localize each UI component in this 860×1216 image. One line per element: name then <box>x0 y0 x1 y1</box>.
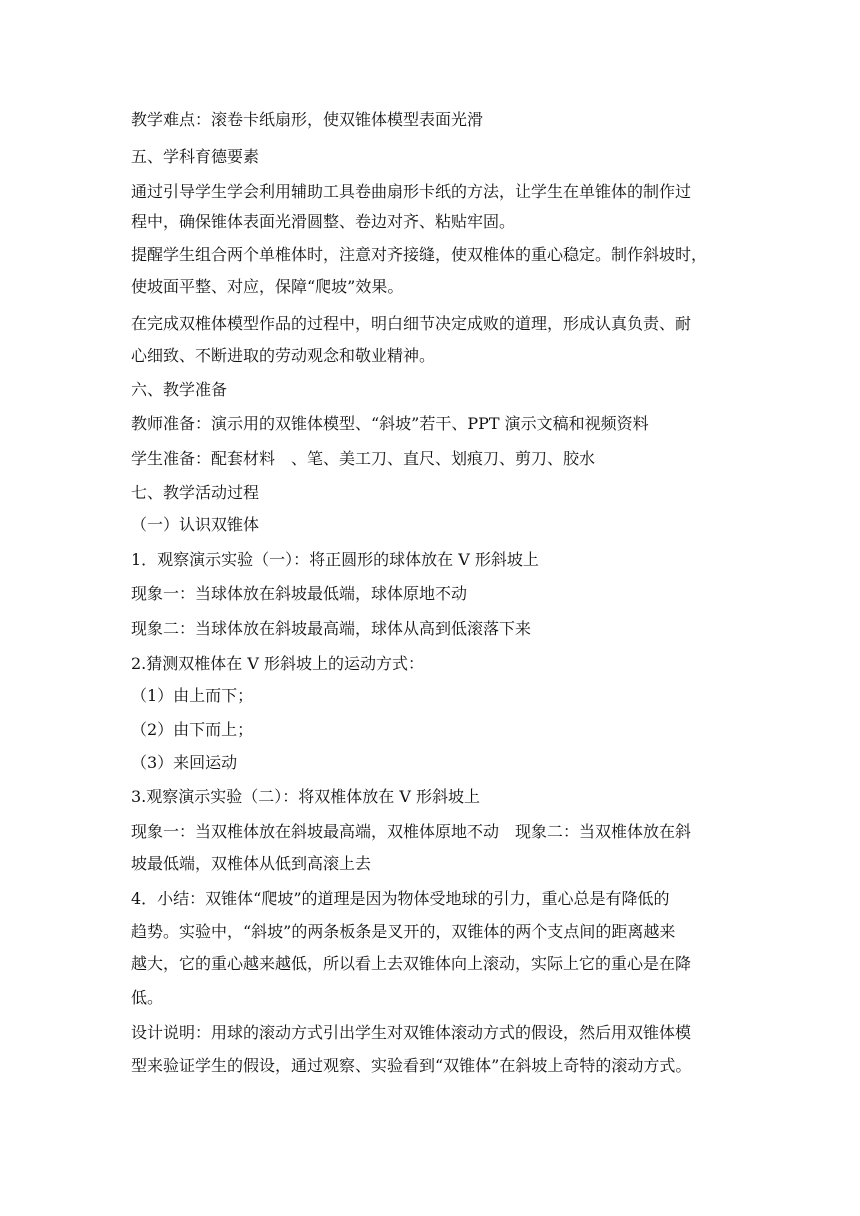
paragraph-line: 使坡面平整、对应，保障“爬坡”效果。 <box>131 277 404 296</box>
paragraph-line: 型来验证学生的假设，通过观察、实验看到“双锥体”在斜坡上奇特的滚动方式。 <box>131 1056 692 1075</box>
list-item: 3.观察演示实验（二）：将双椎体放在 V 形斜坡上 <box>131 787 480 806</box>
section-heading-7: 七、教学活动过程 <box>131 483 260 502</box>
paragraph-line: 现象一：当双椎体放在斜坡最高端，双椎体原地不动 现象二：当双椎体放在斜 <box>131 822 692 841</box>
list-item: （1）由上而下； <box>131 686 254 705</box>
student-prep-line: 学生准备：配套材料 、笔、美工刀、直尺、划痕刀、剪刀、胶水 <box>131 449 596 468</box>
list-item: （2）由下而上； <box>131 720 254 739</box>
paragraph-line: 在完成双椎体模型作品的过程中，明白细节决定成败的道理，形成认真负责、耐 <box>131 314 692 333</box>
paragraph-line: 趋势。实验中，“斜坡”的两条板条是叉开的，双锥体的两个支点间的距离越来 <box>131 922 676 941</box>
paragraph-line: 程中，确保锥体表面光滑圆整、卷边对齐、粘贴牢固。 <box>131 212 516 231</box>
paragraph-line: 越大，它的重心越来越低，所以看上去双锥体向上滚动，实际上它的重心是在降 <box>131 954 692 973</box>
paragraph-line: 坡最低端，双椎体从低到高滚上去 <box>131 854 372 873</box>
section-heading-6: 六、教学准备 <box>131 380 228 399</box>
subsection-heading: （一）认识双锥体 <box>131 515 260 534</box>
list-item: 1．观察演示实验（一）：将正圆形的球体放在 V 形斜坡上 <box>131 550 539 569</box>
paragraph-line: 提醒学生组合两个单椎体时，注意对齐接缝，使双椎体的重心稳定。制作斜坡时， <box>131 245 708 264</box>
list-item: 现象一：当球体放在斜坡最低端，球体原地不动 <box>131 584 468 603</box>
paragraph-line: 通过引导学生学会利用辅助工具卷曲扇形卡纸的方法，让学生在单锥体的制作过 <box>131 182 692 201</box>
list-item: 现象二：当球体放在斜坡最高端，球体从高到低滚落下来 <box>131 619 532 638</box>
section-heading-5: 五、学科育德要素 <box>131 147 260 166</box>
teacher-prep-line: 教师准备：演示用的双锥体模型、“斜坡”若干、PPT 演示文稿和视频资料 <box>131 414 649 433</box>
paragraph-line: 4．小结：双锥体“爬坡”的道理是因为物体受地球的引力，重心总是有降低的 <box>131 889 670 908</box>
paragraph-line: 低。 <box>131 988 164 1007</box>
list-item: 2.猜测双椎体在 V 形斜坡上的运动方式： <box>131 654 424 673</box>
difficulty-line: 教学难点：滚卷卡纸扇形，使双锥体模型表面光滑 <box>131 110 484 129</box>
paragraph-line: 心细致、不断进取的劳动观念和敬业精神。 <box>131 346 436 365</box>
paragraph-line: 设计说明：用球的滚动方式引出学生对双锥体滚动方式的假设，然后用双锥体模 <box>131 1023 692 1042</box>
list-item: （3）来回运动 <box>131 753 238 772</box>
